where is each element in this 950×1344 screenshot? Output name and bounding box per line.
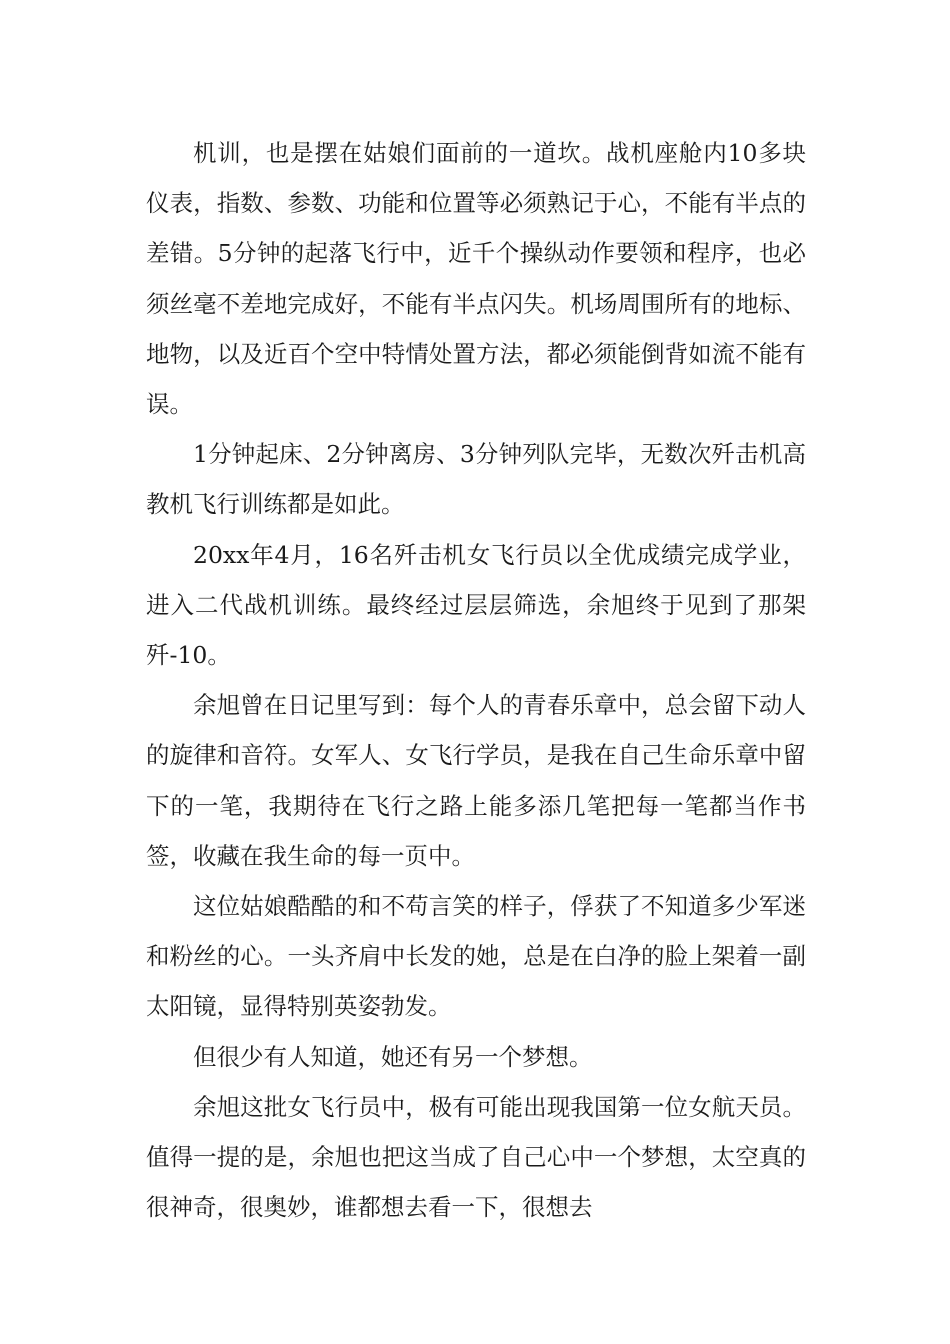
paragraph-4: 余旭曾在日记里写到：每个人的青春乐章中，总会留下动人的旋律和音符。女军人、女飞行学员，是我在自己生命乐章中留下的一笔，我期待在飞行之路上能多添几笔把每一笔都当作书签，收藏在我生命的每一页中。 (146, 691, 806, 870)
document-body (146, 128, 806, 1232)
paragraph-5: 这位姑娘酷酷的和不苟言笑的样子，俘获了不知道多少军迷和粉丝的心。一头齐肩中长发的她，总是在白净的脸上架着一副太阳镜，显得特别英姿勃发。 (146, 892, 806, 1021)
paragraph-3: 20xx年4月，16名歼击机女飞行员以全优成绩完成学业，进入二代战机训练。最终经过层层筛选，余旭终于见到了那架歼-10。 (146, 540, 806, 670)
paragraph-7: 余旭这批女飞行员中，极有可能出现我国第一位女航天员。值得一提的是，余旭也把这当成了自己心中一个梦想，太空真的很神奇，很奥妙，谁都想去看一下，很想去 (146, 1092, 806, 1222)
paragraph-1: 机训，也是摆在姑娘们面前的一道坎。战机座舱内10多块仪表，指数、参数、功能和位置等必须熟记于心，不能有半点的差错。5分钟的起落飞行中，近千个操纵动作要领和程序，也必须丝毫不差地完成好，不能有半点闪失。机场周围所有的地标、地物，以及近百个空中特情处置方法，都必须能倒背如流不能有误。 (146, 139, 806, 419)
paragraph-6: 但很少有人知道，她还有另一个梦想。 (193, 1042, 593, 1071)
paragraph-2: 1分钟起床、2分钟离房、3分钟列队完毕，无数次歼击机高教机飞行训练都是如此。 (146, 440, 806, 519)
